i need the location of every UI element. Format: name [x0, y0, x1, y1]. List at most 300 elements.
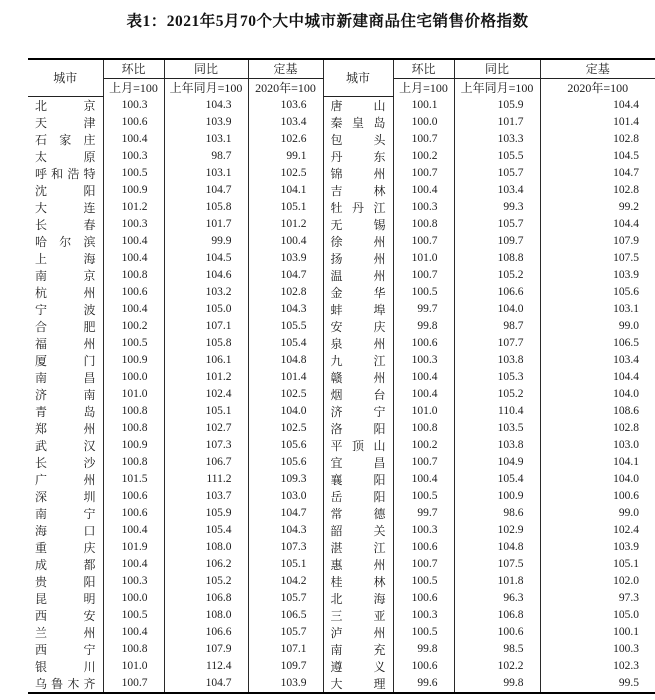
table-row: [28, 522, 655, 539]
value-cell: 100.3: [103, 96, 164, 114]
value-cell: 107.9: [613, 235, 639, 247]
value-cell: 103.7: [164, 488, 248, 505]
value-cell: 101.8: [454, 573, 540, 590]
value-cell: 105.7: [454, 165, 540, 182]
value-cell: 103.3: [454, 131, 540, 148]
header-yoy-right: 同比: [454, 59, 540, 78]
value-cell: 102.8: [248, 284, 323, 301]
value-cell: 103.4: [454, 182, 540, 199]
value-cell: 103.8: [454, 352, 540, 369]
value-cell: 104.7: [164, 675, 248, 693]
value-cell: 100.6: [103, 505, 164, 522]
value-cell: 102.5: [248, 420, 323, 437]
value-cell: 104.7: [613, 167, 639, 179]
value-cell: 100.9: [103, 182, 164, 199]
city-cell: 昆明: [28, 590, 103, 607]
city-cell: 宜昌: [323, 454, 393, 471]
city-cell: 吉林: [323, 182, 393, 199]
table-row: [28, 539, 655, 556]
city-cell: 深圳: [28, 488, 103, 505]
value-cell: 104.2: [248, 573, 323, 590]
value-cell: 112.4: [164, 658, 248, 675]
value-cell: 105.9: [164, 505, 248, 522]
value-cell: 104.7: [248, 505, 323, 522]
value-cell: 104.3: [164, 96, 248, 114]
city-cell: 安庆: [323, 318, 393, 335]
value-cell: 104.0: [454, 301, 540, 318]
city-cell: 惠州: [323, 556, 393, 573]
value-cell: 102.4: [613, 524, 639, 536]
table-header: [28, 59, 655, 96]
value-cell: 101.4: [248, 369, 323, 386]
city-cell: 扬州: [323, 250, 393, 267]
value-cell: 100.4: [393, 471, 454, 488]
header-fixedbase-base-right: 2020年=100: [567, 80, 629, 95]
value-cell: 102.9: [454, 522, 540, 539]
value-cell: 100.3: [393, 199, 454, 216]
city-cell: 济南: [28, 386, 103, 403]
value-cell: 99.8: [454, 675, 540, 693]
city-cell: 金华: [323, 284, 393, 301]
value-cell: 100.5: [393, 624, 454, 641]
value-cell: 105.1: [164, 403, 248, 420]
city-cell: 武汉: [28, 437, 103, 454]
value-cell: 105.4: [248, 335, 323, 352]
value-cell: 100.8: [103, 641, 164, 658]
city-cell: 福州: [28, 335, 103, 352]
value-cell: 100.8: [393, 216, 454, 233]
value-cell: 100.9: [103, 352, 164, 369]
value-cell: 100.7: [393, 267, 454, 284]
value-cell: 100.1: [393, 96, 454, 114]
table-row: [28, 114, 655, 131]
value-cell: 103.0: [248, 488, 323, 505]
value-cell: 100.2: [393, 437, 454, 454]
value-cell: 107.1: [248, 641, 323, 658]
value-cell: 111.2: [164, 471, 248, 488]
value-cell: 106.6: [164, 624, 248, 641]
value-cell: 105.6: [248, 437, 323, 454]
city-cell: 成都: [28, 556, 103, 573]
value-cell: 106.5: [248, 607, 323, 624]
value-cell: 100.2: [103, 318, 164, 335]
value-cell: 102.2: [454, 658, 540, 675]
value-cell: 101.0: [393, 250, 454, 267]
table-row: [28, 675, 655, 693]
value-cell: 100.4: [103, 250, 164, 267]
value-cell: 105.2: [454, 267, 540, 284]
city-cell: 包头: [323, 131, 393, 148]
value-cell: 98.7: [454, 318, 540, 335]
value-cell: 100.4: [103, 522, 164, 539]
table-row: [28, 369, 655, 386]
value-cell: 104.0: [613, 388, 639, 400]
table-row: [28, 403, 655, 420]
value-cell: 100.3: [103, 573, 164, 590]
value-cell: 102.3: [613, 660, 639, 672]
value-cell: 104.4: [613, 371, 639, 383]
value-cell: 101.5: [103, 471, 164, 488]
value-cell: 100.3: [393, 607, 454, 624]
value-cell: 104.5: [613, 150, 639, 162]
value-cell: 101.0: [103, 386, 164, 403]
value-cell: 100.7: [393, 233, 454, 250]
value-cell: 105.9: [454, 96, 540, 114]
city-cell: 平顶山: [323, 437, 393, 454]
value-cell: 100.6: [103, 488, 164, 505]
value-cell: 100.7: [393, 556, 454, 573]
table-row: [28, 556, 655, 573]
value-cell: 99.7: [393, 301, 454, 318]
value-cell: 100.8: [103, 267, 164, 284]
value-cell: 106.5: [613, 337, 639, 349]
value-cell: 105.5: [248, 318, 323, 335]
value-cell: 109.7: [248, 658, 323, 675]
city-cell: 长沙: [28, 454, 103, 471]
city-cell: 南宁: [28, 505, 103, 522]
table-row: [28, 199, 655, 216]
value-cell: 107.3: [164, 437, 248, 454]
value-cell: 106.2: [164, 556, 248, 573]
header-mom-base-right: 上月=100: [393, 78, 454, 96]
city-cell: 无锡: [323, 216, 393, 233]
city-cell: 大连: [28, 199, 103, 216]
value-cell: 105.6: [248, 454, 323, 471]
city-cell: 广州: [28, 471, 103, 488]
city-cell: 兰州: [28, 624, 103, 641]
city-cell: 锦州: [323, 165, 393, 182]
value-cell: 108.0: [164, 539, 248, 556]
header-yoy-base-right: 上年同月=100: [454, 78, 540, 96]
value-cell: 105.4: [454, 471, 540, 488]
city-cell: 烟台: [323, 386, 393, 403]
value-cell: 100.3: [393, 522, 454, 539]
value-cell: 100.1: [613, 626, 639, 638]
value-cell: 100.6: [454, 624, 540, 641]
value-cell: 101.7: [164, 216, 248, 233]
value-cell: 99.8: [393, 318, 454, 335]
table-row: [28, 471, 655, 488]
value-cell: 100.7: [103, 675, 164, 693]
value-cell: 104.4: [613, 98, 639, 111]
table-row: [28, 437, 655, 454]
city-cell: 长春: [28, 216, 103, 233]
value-cell: 108.0: [164, 607, 248, 624]
value-cell: 100.8: [393, 420, 454, 437]
city-cell: 徐州: [323, 233, 393, 250]
value-cell: 104.8: [248, 352, 323, 369]
value-cell: 105.4: [164, 522, 248, 539]
value-cell: 104.7: [248, 267, 323, 284]
value-cell: 105.8: [164, 335, 248, 352]
city-cell: 厦门: [28, 352, 103, 369]
value-cell: 109.7: [454, 233, 540, 250]
city-cell: 青岛: [28, 403, 103, 420]
table-row: [28, 658, 655, 675]
value-cell: 101.2: [103, 199, 164, 216]
value-cell: 106.1: [164, 352, 248, 369]
value-cell: 107.5: [454, 556, 540, 573]
city-cell: 赣州: [323, 369, 393, 386]
table-row: [28, 335, 655, 352]
city-cell: 重庆: [28, 539, 103, 556]
value-cell: 103.1: [613, 303, 639, 315]
value-cell: 101.2: [248, 216, 323, 233]
value-cell: 100.8: [103, 420, 164, 437]
value-cell: 104.3: [248, 301, 323, 318]
value-cell: 100.4: [393, 182, 454, 199]
value-cell: 100.0: [393, 114, 454, 131]
header-mom-left: 环比: [103, 59, 164, 78]
city-cell: 哈尔滨: [28, 233, 103, 250]
value-cell: 103.6: [248, 96, 323, 114]
value-cell: 99.7: [393, 505, 454, 522]
value-cell: 99.1: [248, 148, 323, 165]
value-cell: 97.3: [618, 592, 639, 604]
value-cell: 104.1: [613, 456, 639, 468]
header-city-right: 城市: [323, 59, 393, 96]
value-cell: 103.1: [164, 131, 248, 148]
value-cell: 105.2: [164, 573, 248, 590]
header-yoy-left: 同比: [164, 59, 248, 78]
value-cell: 100.6: [613, 490, 639, 502]
table-row: [28, 590, 655, 607]
city-cell: 泸州: [323, 624, 393, 641]
value-cell: 103.5: [454, 420, 540, 437]
value-cell: 104.7: [164, 182, 248, 199]
value-cell: 107.5: [613, 252, 639, 264]
table-row: [28, 488, 655, 505]
city-cell: 合肥: [28, 318, 103, 335]
value-cell: 101.0: [103, 658, 164, 675]
table-row: [28, 131, 655, 148]
value-cell: 100.7: [393, 454, 454, 471]
city-cell: 洛阳: [323, 420, 393, 437]
table-row: [28, 267, 655, 284]
table-row: [28, 301, 655, 318]
table-row: [28, 284, 655, 301]
value-cell: 100.3: [103, 216, 164, 233]
value-cell: 105.3: [454, 369, 540, 386]
value-cell: 105.8: [164, 199, 248, 216]
city-cell: 南昌: [28, 369, 103, 386]
value-cell: 103.4: [613, 354, 639, 366]
value-cell: 106.8: [164, 590, 248, 607]
city-cell: 呼和浩特: [28, 165, 103, 182]
value-cell: 100.8: [103, 403, 164, 420]
city-cell: 唐山: [323, 96, 393, 114]
city-cell: 北海: [323, 590, 393, 607]
city-cell: 泉州: [323, 335, 393, 352]
value-cell: 99.6: [393, 675, 454, 693]
value-cell: 106.7: [164, 454, 248, 471]
value-cell: 102.8: [613, 133, 639, 145]
value-cell: 99.5: [618, 677, 639, 689]
table-row: [28, 96, 655, 114]
table-row: [28, 233, 655, 250]
value-cell: 105.0: [613, 609, 639, 621]
value-cell: 100.4: [103, 301, 164, 318]
city-cell: 岳阳: [323, 488, 393, 505]
value-cell: 100.6: [393, 658, 454, 675]
table-row: [28, 573, 655, 590]
value-cell: 102.0: [613, 575, 639, 587]
city-cell: 牡丹江: [323, 199, 393, 216]
value-cell: 107.1: [164, 318, 248, 335]
table-row: [28, 505, 655, 522]
table-row: [28, 641, 655, 658]
value-cell: 110.4: [454, 403, 540, 420]
value-cell: 102.8: [613, 422, 639, 434]
value-cell: 104.6: [164, 267, 248, 284]
city-cell: 石家庄: [28, 131, 103, 148]
value-cell: 100.6: [393, 539, 454, 556]
header-mom-right: 环比: [393, 59, 454, 78]
value-cell: 100.2: [393, 148, 454, 165]
value-cell: 101.2: [164, 369, 248, 386]
value-cell: 98.5: [454, 641, 540, 658]
value-cell: 96.3: [454, 590, 540, 607]
value-cell: 102.8: [613, 184, 639, 196]
value-cell: 100.4: [103, 624, 164, 641]
value-cell: 108.6: [613, 405, 639, 417]
value-cell: 106.8: [454, 607, 540, 624]
value-cell: 105.1: [248, 556, 323, 573]
value-cell: 106.6: [454, 284, 540, 301]
value-cell: 100.4: [393, 386, 454, 403]
city-cell: 海口: [28, 522, 103, 539]
value-cell: 100.5: [103, 335, 164, 352]
value-cell: 104.0: [613, 473, 639, 485]
header-mom-base-left: 上月=100: [103, 78, 164, 96]
value-cell: 107.7: [454, 335, 540, 352]
value-cell: 105.0: [164, 301, 248, 318]
table-row: [28, 318, 655, 335]
value-cell: 104.1: [248, 182, 323, 199]
page-title: 表1：2021年5月70个大中城市新建商品住宅销售价格指数: [126, 13, 529, 30]
value-cell: 103.9: [613, 541, 639, 553]
value-cell: 104.4: [613, 218, 639, 230]
city-cell: 贵阳: [28, 573, 103, 590]
value-cell: 105.7: [248, 624, 323, 641]
value-cell: 101.9: [103, 539, 164, 556]
city-cell: 湛江: [323, 539, 393, 556]
city-cell: 遵义: [323, 658, 393, 675]
city-cell: 大理: [323, 675, 393, 693]
value-cell: 104.3: [248, 522, 323, 539]
value-cell: 105.1: [248, 199, 323, 216]
value-cell: 99.2: [618, 201, 639, 213]
city-cell: 南充: [323, 641, 393, 658]
value-cell: 101.4: [613, 116, 639, 128]
table-row: [28, 250, 655, 267]
value-cell: 108.8: [454, 250, 540, 267]
value-cell: 99.0: [618, 320, 639, 332]
city-cell: 北京: [28, 96, 103, 114]
city-cell: 太原: [28, 148, 103, 165]
city-cell: 九江: [323, 352, 393, 369]
header-city-left: 城市: [28, 59, 103, 96]
value-cell: 105.7: [454, 216, 540, 233]
city-cell: 南京: [28, 267, 103, 284]
table-row: [28, 386, 655, 403]
header-fixedbase-base-left: 2020年=100: [248, 78, 323, 96]
city-cell: 秦皇岛: [323, 114, 393, 131]
value-cell: 107.9: [164, 641, 248, 658]
table-row: [28, 454, 655, 471]
header-yoy-base-left: 上年同月=100: [164, 78, 248, 96]
city-cell: 上海: [28, 250, 103, 267]
value-cell: 104.5: [164, 250, 248, 267]
value-cell: 103.8: [454, 437, 540, 454]
value-cell: 100.4: [103, 131, 164, 148]
value-cell: 101.7: [454, 114, 540, 131]
city-cell: 天津: [28, 114, 103, 131]
value-cell: 107.3: [248, 539, 323, 556]
table-row: [28, 607, 655, 624]
value-cell: 98.7: [164, 148, 248, 165]
city-cell: 丹东: [323, 148, 393, 165]
city-cell: 济宁: [323, 403, 393, 420]
value-cell: 101.0: [393, 403, 454, 420]
value-cell: 103.2: [164, 284, 248, 301]
city-cell: 沈阳: [28, 182, 103, 199]
price-index-table: [28, 58, 655, 694]
value-cell: 100.7: [393, 165, 454, 182]
city-cell: 银川: [28, 658, 103, 675]
table-row: [28, 624, 655, 641]
value-cell: 100.3: [613, 643, 639, 655]
header-fixedbase-right: 定基: [540, 59, 655, 78]
value-cell: 103.9: [613, 269, 639, 281]
value-cell: 100.7: [393, 131, 454, 148]
table-body: [28, 96, 655, 693]
value-cell: 100.5: [393, 573, 454, 590]
city-cell: 三亚: [323, 607, 393, 624]
value-cell: 100.9: [454, 488, 540, 505]
table-row: [28, 182, 655, 199]
value-cell: 100.3: [393, 352, 454, 369]
value-cell: 100.5: [393, 284, 454, 301]
city-cell: 杭州: [28, 284, 103, 301]
table-row: [28, 352, 655, 369]
value-cell: 105.6: [613, 286, 639, 298]
value-cell: 99.0: [618, 507, 639, 519]
city-cell: 宁波: [28, 301, 103, 318]
value-cell: 99.8: [393, 641, 454, 658]
city-cell: 襄阳: [323, 471, 393, 488]
value-cell: 100.4: [103, 556, 164, 573]
value-cell: 105.5: [454, 148, 540, 165]
city-cell: 西安: [28, 607, 103, 624]
value-cell: 103.4: [248, 114, 323, 131]
value-cell: 103.9: [164, 114, 248, 131]
value-cell: 103.9: [248, 675, 323, 693]
city-cell: 韶关: [323, 522, 393, 539]
city-cell: 乌鲁木齐: [28, 675, 103, 693]
city-cell: 蚌埠: [323, 301, 393, 318]
value-cell: 103.9: [248, 250, 323, 267]
value-cell: 100.4: [248, 233, 323, 250]
value-cell: 104.9: [454, 454, 540, 471]
value-cell: 100.4: [393, 369, 454, 386]
value-cell: 103.1: [164, 165, 248, 182]
value-cell: 100.9: [103, 437, 164, 454]
table-row: [28, 148, 655, 165]
city-cell: 常德: [323, 505, 393, 522]
value-cell: 102.5: [248, 165, 323, 182]
value-cell: 109.3: [248, 471, 323, 488]
